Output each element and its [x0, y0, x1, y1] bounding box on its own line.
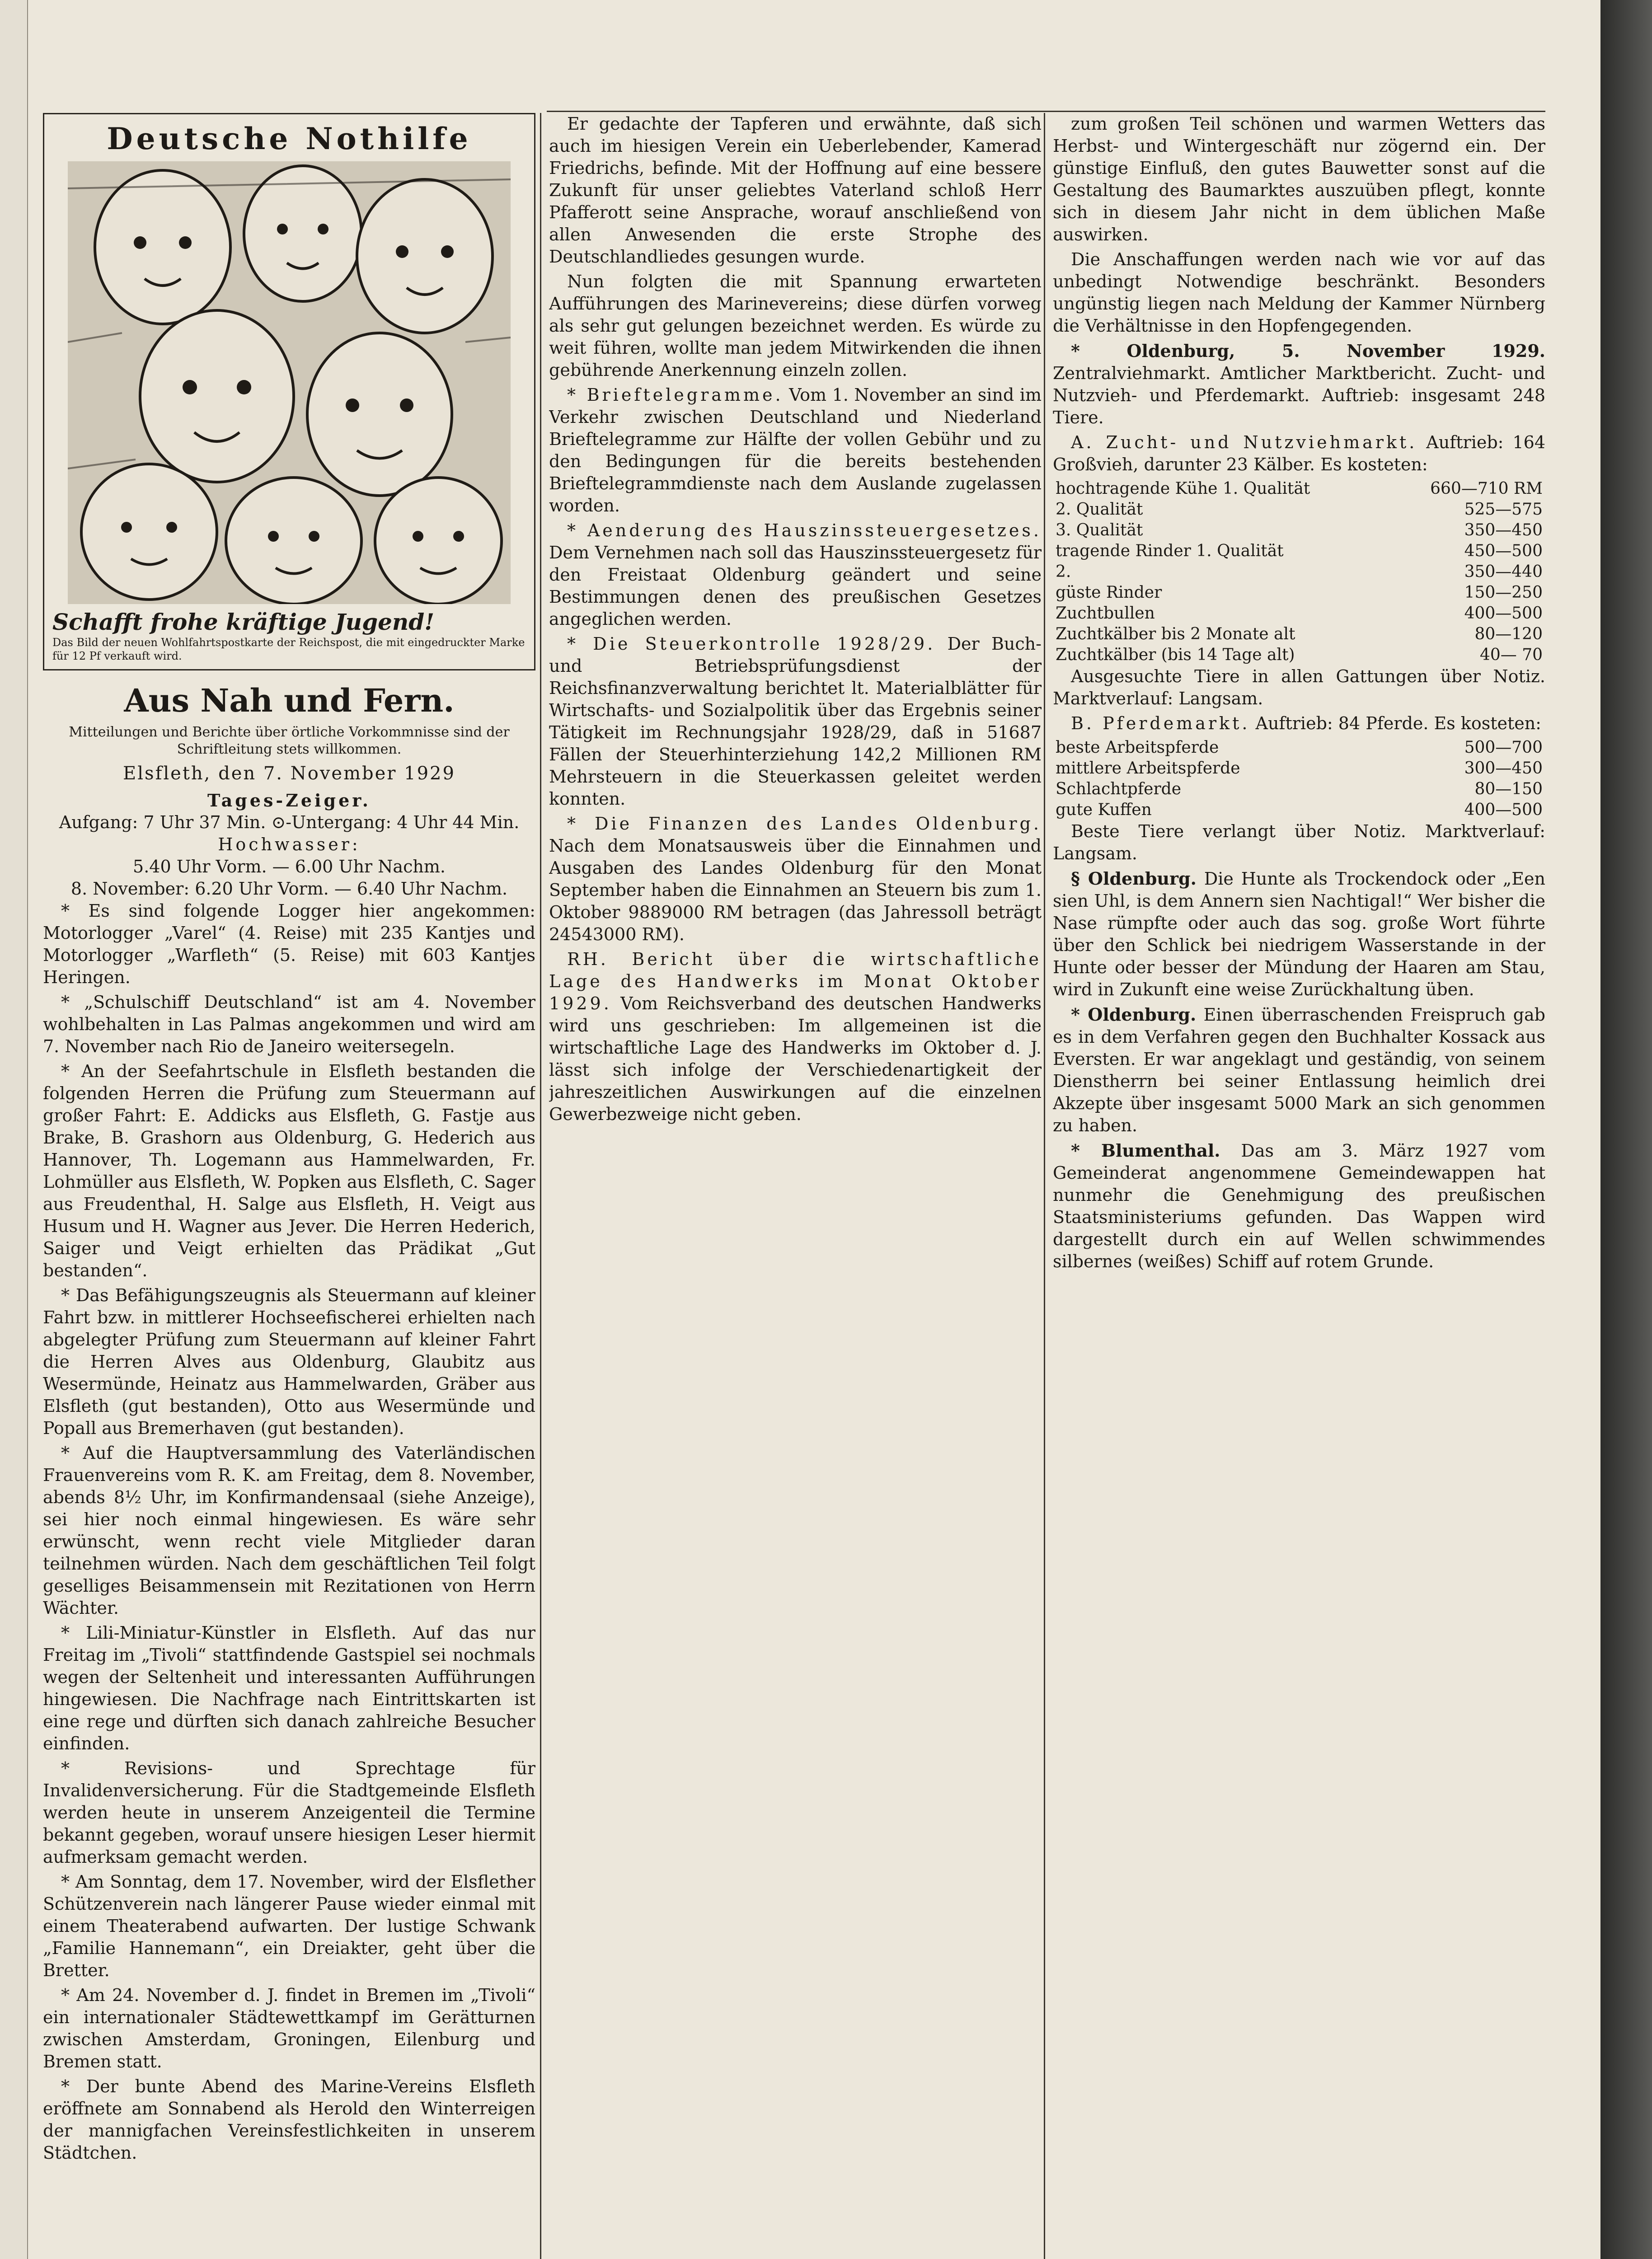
- price-value: 525—575: [1464, 500, 1543, 519]
- market-note: Ausgesuchte Tiere in allen Gattungen über Notiz. Marktverlauf: Langsam.: [1053, 666, 1545, 708]
- section-subtitle: Mitteilungen und Berichte über örtliche Vorkommnisse sind der Schriftleitung stets willkommen.: [69, 724, 510, 757]
- news-item: [1053, 1003, 1545, 1137]
- price-label: güste Rinder: [1056, 583, 1162, 602]
- item-text: Nach dem Monatsausweis über die Einnahmen und Ausgaben des Landes Oldenburg für den Monat September haben die Einnahmen an Steuern bis zum 1. Oktober 9889000 RM betragen (das Jahressoll beträgt 24543000 RM).: [549, 836, 1042, 944]
- news-paragraph: * Es sind folgende Logger hier angekommen: Motorlogger „Varel“ (4. Reise) mit 235 Kantjes und Motorlogger „Warfleth“ (5. Reise) mit 603 Kantjes Heringen.: [43, 901, 535, 987]
- item-heading: * Oldenburg.: [1071, 1004, 1197, 1025]
- column-rule: [540, 113, 541, 2259]
- news-paragraph: * Auf die Hauptversammlung des Vaterländischen Frauenvereins vom R. K. am Freitag, dem 8. November, abends 8½ Uhr, im Konfirmandensaal (siehe Anzeige), sei hier noch einmal hingewiesen. Es wäre sehr erwünscht, wenn recht viele Mitglieder daran teilnehmen würden. Nach dem geschäftlichen Teil folgt geselliges Beisammensein mit Rezitationen von Herrn Wächter.: [43, 1443, 535, 1618]
- price-label: beste Arbeitspferde: [1056, 738, 1219, 757]
- item-text: Das am 3. März 1927 vom Gemeinderat angenommene Gemeindewappen hat nunmehr die Genehmigung des preußischen Staatsministeriums gefunden. Das Wappen wird dargestellt durch ein auf Wellen schwimmendes silbernes (weißes) Schiff auf rotem Grunde.: [1053, 1141, 1545, 1271]
- column-2: [549, 113, 1042, 2259]
- item-heading: * Blumenthal.: [1071, 1140, 1220, 1161]
- news-item: [1053, 1139, 1545, 1273]
- table-row: [1053, 520, 1545, 541]
- item-text: Auftrieb: 164 Großvieh, darunter 23 Kälber. Es kosteten:: [1053, 432, 1545, 474]
- table-row: [1053, 541, 1545, 562]
- news-paragraph: * Der bunte Abend des Marine-Vereins Elsfleth eröffnete am Sonnabend als Herold den Winterreigen der mannigfachen Vereinsfestlichkeiten in unserem Städtchen.: [43, 2076, 535, 2163]
- news-paragraph: * Revisions- und Sprechtage für Invalidenversicherung. Für die Stadtgemeinde Elsfleth werden heute in unserem Anzeigenteil die Termine bekannt gegeben, worauf unsere hiesigen Leser hiermit aufmerksam gemacht werden.: [43, 1758, 535, 1867]
- news-paragraph: * „Schulschiff Deutschland“ ist am 4. November wohlbehalten in Las Palmas angekommen und wird am 7. November nach Rio de Janeiro weitersegeln.: [43, 992, 535, 1056]
- price-value: 300—450: [1464, 759, 1543, 778]
- market-report: [1053, 340, 1545, 429]
- market-subsection: [1053, 712, 1545, 735]
- news-item: [549, 633, 1042, 810]
- news-paragraph: Er gedachte der Tapferen und erwähnte, daß sich auch im hiesigen Verein ein Ueberlebender, Kamerad Friedrichs, befinde. Mit der Hoffnung auf eine bessere Zukunft für unser geliebtes Vaterland schloß Herr Pfafferott seine Ansprache, worauf anschließend von allen Anwesenden die erste Strophe des Deutschlandliedes gesungen wurde.: [549, 114, 1042, 267]
- nothilfe-advertisement: [43, 113, 535, 670]
- news-paragraph: * Das Befähigungszeugnis als Steuermann auf kleiner Fahrt bzw. in mittlerer Hochseefischerei erhielten nach abgelegter Prüfung zum Steuermann auf kleiner Fahrt die Herren Alves aus Oldenburg, Glaubitz aus Wesermünde, Heinatz aus Hammelwarden, Gräber aus Elsfleth (gut bestanden), Otto aus Wesermünde und Popall aus Bremerhaven (gut bestanden).: [43, 1285, 535, 1438]
- item-heading: § Oldenburg.: [1071, 868, 1197, 889]
- item-text: Die Hunte als Trockendock oder „Een sien Uhl, is dem Annern sien Nachtigal!“ Wer bisher die Nase rümpfte oder auch das sog. große Wort führte über den Schlick bei niedrigem Wasserstande in der Hunte oder besser der Mündung der Haaren am Stau, wird in Zukunft eine weise Zurückhaltung üben.: [1053, 869, 1545, 999]
- sun-times: Aufgang: 7 Uhr 37 Min. ⊙-Untergang: 4 Uhr 44 Min.: [59, 812, 520, 832]
- news-paragraph: * Am 24. November d. J. findet in Bremen im „Tivoli“ ein internationaler Städtewettkampf im Gerätturnen zwischen Amsterdam, Groningen, Eilenburg und Bremen statt.: [43, 1985, 535, 2072]
- tide-times: 5.40 Uhr Vorm. — 6.00 Uhr Nachm.: [133, 857, 446, 876]
- section-title: Aus Nah und Fern.: [124, 682, 455, 719]
- ad-note: Das Bild der neuen Wohlfahrtspostkarte der Reichspost, die mit eingedruckter Marke für 12 Pf verkauft wird.: [52, 636, 525, 662]
- price-label: hochtragende Kühe 1. Qualität: [1056, 479, 1310, 498]
- price-label: mittlere Arbeitspferde: [1056, 759, 1240, 778]
- table-row: [1053, 758, 1545, 779]
- day-heading: Tages-Zeiger.: [207, 790, 371, 811]
- news-paragraph: * Lili-Miniatur-Künstler in Elsfleth. Auf das nur Freitag im „Tivoli“ stattfindende Gastspiel sei nochmals wegen der Seltenheit und interessanten Aufführungen hingewiesen. Die Nachfrage nach Eintrittskarten ist eine rege und dürften sich danach zahlreiche Besucher einfinden.: [43, 1623, 535, 1753]
- price-label: Schlachtpferde: [1056, 780, 1182, 798]
- market-note: Beste Tiere verlangt über Notiz. Marktverlauf: Langsam.: [1053, 821, 1545, 863]
- tide-heading: Hochwasser:: [218, 834, 361, 854]
- item-text: Zentralviehmarkt. Amtlicher Marktbericht. Zucht- und Nutzvieh- und Pferdemarkt. Auftrieb: insgesamt 248 Tiere.: [1053, 363, 1545, 427]
- column-rule: [1044, 113, 1045, 2259]
- price-label: tragende Rinder 1. Qualität: [1056, 542, 1284, 560]
- item-heading: A. Zucht- und Nutzviehmarkt.: [1071, 432, 1417, 452]
- news-item: [549, 384, 1042, 517]
- table-row: [1053, 603, 1545, 624]
- item-heading: * Aenderung des Hauszinssteuergesetzes.: [567, 520, 1042, 540]
- place-date: Elsfleth, den 7. November 1929: [123, 763, 455, 784]
- item-heading: B. Pferdemarkt.: [1071, 713, 1250, 733]
- table-row: [1053, 737, 1545, 758]
- price-value: 40— 70: [1479, 646, 1543, 664]
- price-label: 3. Qualität: [1056, 521, 1143, 539]
- item-text: Auftrieb: 84 Pferde. Es kosteten:: [1255, 713, 1541, 733]
- column-1: [43, 113, 535, 2259]
- item-text: Vom Reichsverband des deutschen Handwerks wird uns geschrieben: Im allgemeinen ist die wirtschaftliche Lage des Handwerks im Oktober d. J. lässt sich infolge der Verschiedenartigkeit der jahreszeitlichen Auswirkungen auf die einzelnen Gewerbezweige nicht geben.: [549, 994, 1042, 1124]
- news-paragraph: * An der Seefahrtschule in Elsfleth bestanden die folgenden Herren die Prüfung zum Steuermann auf großer Fahrt: E. Addicks aus Elsfleth, G. Fastje aus Brake, B. Grashorn aus Oldenburg, G. Hederich aus Hannover, Th. Logemann aus Hammelwarden, Fr. Lohmüller aus Elsfleth, W. Popken aus Elsfleth, C. Sager aus Freudenthal, H. Salge aus Elsfleth, H. Veigt aus Husum und H. Wagner aus Jever. Die Herren Hederich, Saiger und Veigt erhielten das Prädikat „Gut bestanden“.: [43, 1061, 535, 1280]
- price-label: gute Kuffen: [1056, 801, 1152, 819]
- news-paragraph: Nun folgten die mit Spannung erwarteten Aufführungen des Marinevereins; diese dürfen vorweg als sehr gut gelungen bezeichnet werden. Es würde zu weit führen, wollte man jedem Mitwirkenden die ihnen gebührende Anerkennung einzeln zollen.: [549, 272, 1042, 380]
- price-value: 450—500: [1464, 542, 1543, 560]
- price-value: 400—500: [1464, 604, 1543, 623]
- price-value: 400—500: [1464, 801, 1543, 819]
- table-row: [1053, 624, 1545, 645]
- price-value: 150—250: [1464, 583, 1543, 602]
- price-value: 350—440: [1464, 562, 1543, 581]
- scan-shadow-edge: [1600, 0, 1652, 2259]
- price-value: 80—120: [1474, 625, 1543, 643]
- news-paragraph: * Am Sonntag, dem 17. November, wird der Elsflether Schützenverein nach längerer Pause wieder einmal mit einem Theaterabend aufwarten. Der lustige Schwank „Familie Hannemann“, ein Dreiakter, geht über die Bretter.: [43, 1872, 535, 1980]
- header-rule: [547, 111, 1545, 112]
- news-item: [549, 520, 1042, 630]
- table-row: [1053, 582, 1545, 603]
- horse-price-table: [1053, 737, 1545, 820]
- item-heading: RH. Bericht über die wirtschaftliche Lage des Handwerks im Monat Oktober 1929.: [549, 949, 1042, 1013]
- table-row: [1053, 645, 1545, 666]
- ad-slogan: Schafft frohe kräftige Jugend!: [52, 609, 435, 635]
- item-heading: * Brieftelegramme.: [567, 385, 784, 405]
- table-row: [1053, 499, 1545, 520]
- news-paragraph: Die Anschaffungen werden nach wie vor auf das unbedingt Notwendige beschränkt. Besonders ungünstig liegen nach Meldung der Kammer Nürnberg die Verhältnisse in den Hopfengegenden.: [1053, 249, 1545, 336]
- price-value: 80—150: [1474, 780, 1543, 798]
- item-text: Dem Vernehmen nach soll das Hauszinssteuergesetz für den Freistaat Oldenburg geändert und seine Bestimmungen denen des preußischen Gesetzes angeglichen werden.: [549, 543, 1042, 629]
- item-heading: * Die Finanzen des Landes Oldenburg.: [567, 814, 1042, 834]
- item-heading: * Die Steuerkontrolle 1928/29.: [567, 634, 936, 654]
- table-row: [1053, 779, 1545, 800]
- children-faces-illustration: [68, 161, 511, 604]
- price-value: 500—700: [1464, 738, 1543, 757]
- table-row: [1053, 478, 1545, 499]
- item-text: Vom 1. November an sind im Verkehr zwischen Deutschland und Niederland Brieftelegramme zur Hälfte der vollen Gebühr und zu den Bedingungen für die bereits bestehenden Brieftelegrammdienste nach dem Auslande zugelassen worden.: [549, 385, 1042, 516]
- market-subsection: [1053, 431, 1545, 476]
- news-item: [549, 948, 1042, 1125]
- price-value: 350—450: [1464, 521, 1543, 539]
- news-paragraph: zum großen Teil schönen und warmen Wetters das Herbst- und Wintergeschäft nur zögernd ein. Der günstige Einfluß, den gutes Bauwetter sonst auf die Gestaltung des Baumarktes auszuüben pflegt, konnte sich in diesem Jahr nicht in dem üblichen Maße auswirken.: [1053, 114, 1545, 244]
- column-3: [1053, 113, 1545, 2259]
- ad-title: Deutsche Nothilfe: [107, 121, 472, 156]
- news-item: [1053, 867, 1545, 1001]
- item-heading: * Oldenburg, 5. November 1929.: [1071, 341, 1545, 361]
- price-label: Zuchtkälber bis 2 Monate alt: [1056, 625, 1295, 643]
- item-text: Der Buch- und Betriebsprüfungsdienst der Reichsfinanzverwaltung berichtet lt. Materialblätter für Wirtschafts- und Sozialpolitik über das Ergebnis seiner Tätigkeit im Rechnungsjahr 1928/29, daß in 51687 Fällen der Steuerhinterziehung 142,2 Millionen RM Mehrsteuern in die Steuerkassen geleitet werden konnten.: [549, 634, 1042, 809]
- price-value: 660—710 RM: [1430, 479, 1543, 498]
- price-label: 2. Qualität: [1056, 500, 1143, 519]
- item-text: Einen überraschenden Freispruch gab es in dem Verfahren gegen den Buchhalter Kossack aus Eversten. Er war angeklagt und geständig, von seinem Dienstherrn bei seiner Entlassung heimlich drei Akzepte über insgesamt 5000 Mark an sich genommen zu haben.: [1053, 1005, 1545, 1135]
- tide-times: 8. November: 6.20 Uhr Vorm. — 6.40 Uhr Nachm.: [70, 879, 508, 899]
- table-row: [1053, 562, 1545, 582]
- news-item: [549, 813, 1042, 946]
- previous-page-edge: [0, 0, 28, 2259]
- cattle-price-table: [1053, 478, 1545, 666]
- price-label: 2.: [1056, 562, 1071, 581]
- table-row: [1053, 800, 1545, 820]
- price-label: Zuchtkälber (bis 14 Tage alt): [1056, 646, 1295, 664]
- price-label: Zuchtbullen: [1056, 604, 1155, 623]
